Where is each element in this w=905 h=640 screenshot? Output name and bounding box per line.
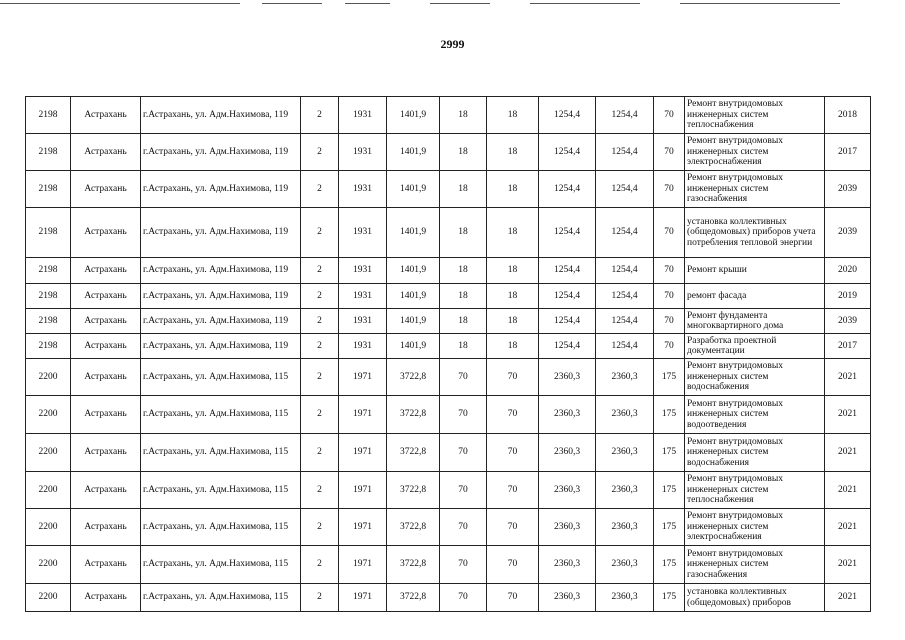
table-row [26, 434, 871, 472]
cell-address: г.Астрахань, ул. Адм.Нахимова, 119 [141, 208, 301, 258]
cell-work-type: установка коллективных (общедомовых) приборов учета потребления тепловой энергии [685, 208, 825, 258]
cell-address: г.Астрахань, ул. Адм.Нахимова, 115 [141, 359, 301, 396]
cell-area-1: 1254,4 [539, 97, 596, 134]
cell-count-1: 70 [440, 396, 487, 434]
cell-area-1: 1254,4 [539, 309, 596, 334]
cell-plan-year: 2021 [825, 396, 871, 434]
cell-row-id: 2200 [26, 546, 71, 584]
cell-area-1: 1254,4 [539, 334, 596, 359]
table-row [26, 359, 871, 396]
cell-year-built: 1931 [339, 171, 387, 208]
cell-count-1: 18 [440, 208, 487, 258]
cell-work-type: Ремонт внутридомовых инженерных систем газоснабжения [685, 546, 825, 584]
cell-area-1: 2360,3 [539, 359, 596, 396]
cell-address: г.Астрахань, ул. Адм.Нахимова, 115 [141, 546, 301, 584]
cell-count-3: 70 [654, 334, 685, 359]
cell-count-1: 18 [440, 334, 487, 359]
cell-work-type: Разработка проектной документации [685, 334, 825, 359]
cell-count-1: 18 [440, 97, 487, 134]
cell-count-3: 175 [654, 546, 685, 584]
cell-area-2: 2360,3 [596, 434, 654, 472]
cell-plan-year: 2039 [825, 309, 871, 334]
cell-work-type: Ремонт внутридомовых инженерных систем водоснабжения [685, 359, 825, 396]
cell-area-1: 2360,3 [539, 472, 596, 509]
cell-area-2: 2360,3 [596, 359, 654, 396]
cell-total-area: 1401,9 [387, 284, 440, 309]
cell-count-3: 70 [654, 134, 685, 171]
cell-city: Астрахань [71, 334, 141, 359]
cell-row-id: 2200 [26, 359, 71, 396]
cell-year-built: 1931 [339, 208, 387, 258]
cell-area-1: 1254,4 [539, 258, 596, 284]
cell-address: г.Астрахань, ул. Адм.Нахимова, 119 [141, 334, 301, 359]
table-row [26, 309, 871, 334]
cell-year-built: 1971 [339, 509, 387, 546]
page-number: 2999 [440, 37, 465, 51]
cell-row-id: 2198 [26, 134, 71, 171]
cell-year-built: 1971 [339, 359, 387, 396]
cell-count-3: 70 [654, 208, 685, 258]
table-row [26, 334, 871, 359]
cell-area-2: 1254,4 [596, 309, 654, 334]
cell-city: Астрахань [71, 208, 141, 258]
cell-floors: 2 [301, 509, 339, 546]
cell-count-1: 70 [440, 472, 487, 509]
cell-plan-year: 2021 [825, 434, 871, 472]
cell-count-1: 70 [440, 546, 487, 584]
cell-count-3: 70 [654, 97, 685, 134]
cell-address: г.Астрахань, ул. Адм.Нахимова, 119 [141, 171, 301, 208]
housing-repair-table [25, 96, 871, 612]
cell-work-type: Ремонт внутридомовых инженерных систем электроснабжения [685, 134, 825, 171]
cell-floors: 2 [301, 258, 339, 284]
table-row [26, 97, 871, 134]
cell-city: Астрахань [71, 509, 141, 546]
cell-count-3: 175 [654, 434, 685, 472]
cell-area-1: 2360,3 [539, 396, 596, 434]
cell-area-2: 1254,4 [596, 334, 654, 359]
table-row [26, 258, 871, 284]
cell-total-area: 3722,8 [387, 472, 440, 509]
cell-row-id: 2198 [26, 171, 71, 208]
cell-year-built: 1971 [339, 396, 387, 434]
cell-row-id: 2200 [26, 584, 71, 612]
cell-work-type: Ремонт внутридомовых инженерных систем газоснабжения [685, 171, 825, 208]
cell-row-id: 2198 [26, 208, 71, 258]
cell-total-area: 1401,9 [387, 171, 440, 208]
cell-row-id: 2200 [26, 509, 71, 546]
cell-floors: 2 [301, 171, 339, 208]
cell-area-1: 1254,4 [539, 208, 596, 258]
cell-count-1: 70 [440, 584, 487, 612]
cell-count-1: 18 [440, 284, 487, 309]
cell-address: г.Астрахань, ул. Адм.Нахимова, 119 [141, 134, 301, 171]
cell-total-area: 3722,8 [387, 434, 440, 472]
cell-area-2: 2360,3 [596, 584, 654, 612]
cell-floors: 2 [301, 334, 339, 359]
cell-total-area: 1401,9 [387, 309, 440, 334]
cell-area-1: 2360,3 [539, 584, 596, 612]
cell-area-1: 1254,4 [539, 171, 596, 208]
cell-plan-year: 2021 [825, 584, 871, 612]
cell-area-2: 2360,3 [596, 396, 654, 434]
cell-year-built: 1971 [339, 472, 387, 509]
cell-plan-year: 2039 [825, 208, 871, 258]
cell-area-1: 1254,4 [539, 134, 596, 171]
cell-total-area: 1401,9 [387, 208, 440, 258]
cell-count-1: 18 [440, 258, 487, 284]
cell-plan-year: 2018 [825, 97, 871, 134]
cell-count-2: 70 [487, 584, 539, 612]
cell-year-built: 1971 [339, 584, 387, 612]
cell-count-3: 175 [654, 396, 685, 434]
cell-count-1: 18 [440, 171, 487, 208]
cell-work-type: ремонт фасада [685, 284, 825, 309]
cell-city: Астрахань [71, 171, 141, 208]
cell-floors: 2 [301, 472, 339, 509]
cell-count-3: 175 [654, 359, 685, 396]
cell-area-2: 1254,4 [596, 134, 654, 171]
cell-plan-year: 2039 [825, 171, 871, 208]
cell-work-type: Ремонт внутридомовых инженерных систем электроснабжения [685, 509, 825, 546]
cell-plan-year: 2020 [825, 258, 871, 284]
cell-work-type: Ремонт внутридомовых инженерных систем водоснабжения [685, 434, 825, 472]
cell-total-area: 3722,8 [387, 546, 440, 584]
cell-count-2: 70 [487, 472, 539, 509]
cell-city: Астрахань [71, 284, 141, 309]
cell-count-2: 18 [487, 334, 539, 359]
cell-row-id: 2200 [26, 434, 71, 472]
cell-city: Астрахань [71, 359, 141, 396]
cell-address: г.Астрахань, ул. Адм.Нахимова, 119 [141, 258, 301, 284]
table-row [26, 546, 871, 584]
table-row [26, 134, 871, 171]
cell-area-2: 2360,3 [596, 472, 654, 509]
cell-plan-year: 2019 [825, 284, 871, 309]
cell-count-2: 70 [487, 396, 539, 434]
cell-area-1: 2360,3 [539, 434, 596, 472]
cell-work-type: Ремонт внутридомовых инженерных систем теплоснабжения [685, 472, 825, 509]
cell-address: г.Астрахань, ул. Адм.Нахимова, 115 [141, 584, 301, 612]
table-row [26, 472, 871, 509]
cell-count-3: 175 [654, 472, 685, 509]
cell-count-3: 175 [654, 584, 685, 612]
cell-year-built: 1971 [339, 546, 387, 584]
cell-address: г.Астрахань, ул. Адм.Нахимова, 119 [141, 97, 301, 134]
cell-count-1: 70 [440, 434, 487, 472]
cell-total-area: 1401,9 [387, 334, 440, 359]
cell-area-2: 1254,4 [596, 171, 654, 208]
cell-work-type: Ремонт внутридомовых инженерных систем водоотведения [685, 396, 825, 434]
cell-area-2: 2360,3 [596, 546, 654, 584]
cell-work-type: Ремонт крыши [685, 258, 825, 284]
table-row [26, 284, 871, 309]
cell-count-2: 18 [487, 208, 539, 258]
cell-city: Астрахань [71, 309, 141, 334]
cell-area-2: 1254,4 [596, 208, 654, 258]
cell-total-area: 3722,8 [387, 509, 440, 546]
cell-total-area: 3722,8 [387, 584, 440, 612]
cell-plan-year: 2017 [825, 134, 871, 171]
cell-row-id: 2200 [26, 472, 71, 509]
table-row [26, 396, 871, 434]
cell-count-1: 70 [440, 359, 487, 396]
cell-total-area: 3722,8 [387, 359, 440, 396]
cell-count-2: 18 [487, 309, 539, 334]
cell-plan-year: 2021 [825, 546, 871, 584]
cell-city: Астрахань [71, 546, 141, 584]
cell-address: г.Астрахань, ул. Адм.Нахимова, 115 [141, 396, 301, 434]
cell-row-id: 2198 [26, 258, 71, 284]
cell-count-2: 18 [487, 134, 539, 171]
cell-city: Астрахань [71, 584, 141, 612]
table-row [26, 509, 871, 546]
cell-count-3: 70 [654, 171, 685, 208]
cell-count-2: 18 [487, 284, 539, 309]
cell-count-3: 175 [654, 509, 685, 546]
cell-floors: 2 [301, 359, 339, 396]
cell-count-1: 70 [440, 509, 487, 546]
cell-count-2: 18 [487, 171, 539, 208]
cell-row-id: 2198 [26, 309, 71, 334]
cell-floors: 2 [301, 434, 339, 472]
cell-total-area: 1401,9 [387, 97, 440, 134]
cell-work-type: Ремонт внутридомовых инженерных систем теплоснабжения [685, 97, 825, 134]
cell-floors: 2 [301, 134, 339, 171]
cell-work-type: Ремонт фундамента многоквартирного дома [685, 309, 825, 334]
cell-city: Астрахань [71, 472, 141, 509]
cell-area-2: 1254,4 [596, 258, 654, 284]
cell-floors: 2 [301, 208, 339, 258]
cell-count-3: 70 [654, 309, 685, 334]
cell-area-2: 1254,4 [596, 284, 654, 309]
cell-city: Астрахань [71, 396, 141, 434]
cell-floors: 2 [301, 546, 339, 584]
cell-count-2: 70 [487, 359, 539, 396]
cell-city: Астрахань [71, 134, 141, 171]
cell-row-id: 2200 [26, 396, 71, 434]
cell-area-2: 2360,3 [596, 509, 654, 546]
table-row [26, 208, 871, 258]
cell-area-1: 2360,3 [539, 509, 596, 546]
cell-area-1: 1254,4 [539, 284, 596, 309]
cell-area-2: 1254,4 [596, 97, 654, 134]
cell-plan-year: 2021 [825, 359, 871, 396]
cell-floors: 2 [301, 584, 339, 612]
cell-area-1: 2360,3 [539, 546, 596, 584]
cell-plan-year: 2021 [825, 472, 871, 509]
cell-year-built: 1931 [339, 258, 387, 284]
cell-count-3: 70 [654, 284, 685, 309]
cell-count-1: 18 [440, 134, 487, 171]
cell-plan-year: 2017 [825, 334, 871, 359]
cell-floors: 2 [301, 309, 339, 334]
cell-count-1: 18 [440, 309, 487, 334]
cell-count-3: 70 [654, 258, 685, 284]
cell-count-2: 70 [487, 546, 539, 584]
cell-address: г.Астрахань, ул. Адм.Нахимова, 115 [141, 434, 301, 472]
cell-total-area: 1401,9 [387, 258, 440, 284]
cell-floors: 2 [301, 284, 339, 309]
cell-year-built: 1931 [339, 134, 387, 171]
cell-year-built: 1931 [339, 284, 387, 309]
cell-address: г.Астрахань, ул. Адм.Нахимова, 115 [141, 509, 301, 546]
cell-row-id: 2198 [26, 334, 71, 359]
cell-row-id: 2198 [26, 284, 71, 309]
cell-row-id: 2198 [26, 97, 71, 134]
cell-year-built: 1931 [339, 309, 387, 334]
cell-address: г.Астрахань, ул. Адм.Нахимова, 119 [141, 284, 301, 309]
cell-city: Астрахань [71, 434, 141, 472]
cell-count-2: 18 [487, 258, 539, 284]
cell-address: г.Астрахань, ул. Адм.Нахимова, 119 [141, 309, 301, 334]
cell-work-type: установка коллективных (общедомовых) приборов [685, 584, 825, 612]
cell-address: г.Астрахань, ул. Адм.Нахимова, 115 [141, 472, 301, 509]
top-scan-line [0, 0, 905, 6]
cell-count-2: 18 [487, 97, 539, 134]
cell-floors: 2 [301, 396, 339, 434]
cell-floors: 2 [301, 97, 339, 134]
cell-city: Астрахань [71, 97, 141, 134]
cell-count-2: 70 [487, 509, 539, 546]
cell-year-built: 1931 [339, 97, 387, 134]
cell-total-area: 1401,9 [387, 134, 440, 171]
table-row [26, 171, 871, 208]
cell-year-built: 1971 [339, 434, 387, 472]
cell-total-area: 3722,8 [387, 396, 440, 434]
cell-year-built: 1931 [339, 334, 387, 359]
cell-plan-year: 2021 [825, 509, 871, 546]
table-row [26, 584, 871, 612]
cell-city: Астрахань [71, 258, 141, 284]
cell-count-2: 70 [487, 434, 539, 472]
